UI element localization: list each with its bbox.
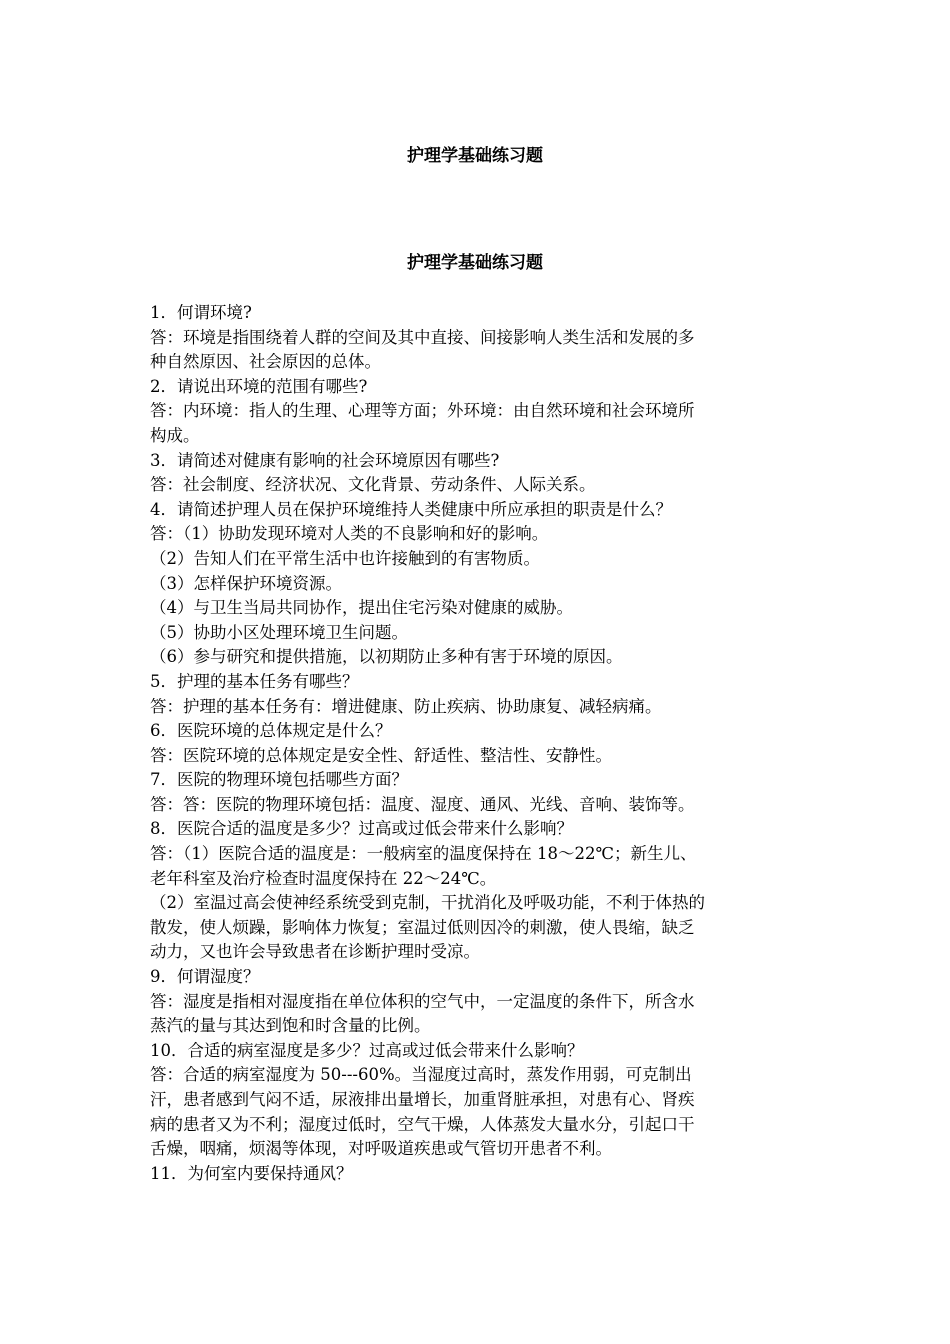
header-title: 护理学基础练习题 <box>407 146 543 166</box>
text-line: 11．为何室内要保持通风？ <box>150 1163 353 1183</box>
document-title: 护理学基础练习题 <box>407 253 543 273</box>
text-line: 10．合适的病室湿度是多少？过高或过低会带来什么影响？ <box>150 1040 584 1060</box>
text-line: 构成。 <box>150 425 200 445</box>
text-line: 7．医院的物理环境包括哪些方面？ <box>150 770 408 790</box>
text-line: 种自然原因、社会原因的总体。 <box>150 352 381 372</box>
text-line: 答：医院环境的总体规定是安全性、舒适性、整洁性、安静性。 <box>150 745 612 765</box>
text-line: （6）参与研究和提供措施，以初期防止多种有害于环境的原因。 <box>150 647 623 667</box>
text-line: 蒸汽的量与其达到饱和时含量的比例。 <box>150 1016 431 1036</box>
text-line: 2．请说出环境的范围有哪些? <box>150 376 368 396</box>
text-line: 老年科室及治疗检查时温度保持在 22～24℃。 <box>150 868 497 888</box>
text-line: 汗，患者感到气闷不适，尿液排出量增长，加重肾脏承担，对患有心、肾疾 <box>150 1090 695 1109</box>
text-line: 动力，又也许会导致患者在诊断护理时受凉。 <box>150 942 480 962</box>
text-line: 答：答：医院的物理环境包括：温度、湿度、通风、光线、音响、装饰等。 <box>150 794 695 814</box>
text-line: 9．何谓湿度？ <box>150 967 260 987</box>
text-line: 5．护理的基本任务有哪些？ <box>150 671 359 691</box>
text-line: 答：（1）医院合适的温度是：一般病室的温度保持在 18～22℃；新生儿、 <box>150 844 697 864</box>
text-line: 散发，使人烦躁，影响体力恢复；室温过低则因冷的刺激，使人畏缩，缺乏 <box>150 917 695 937</box>
text-line: 答：社会制度、经济状况、文化背景、劳动条件、人际关系。 <box>150 475 596 495</box>
text-line: 答：（1）协助发现环境对人类的不良影响和好的影响。 <box>150 524 549 544</box>
text-line: 4．请简述护理人员在保护环境维持人类健康中所应承担的职责是什么？ <box>150 499 672 519</box>
text-line: （3）怎样保护环境资源。 <box>150 573 342 593</box>
text-line: （2）室温过高会使神经系统受到克制，干扰消化及呼吸功能，不利于体热的 <box>150 893 705 913</box>
text-line: （2）告知人们在平常生活中也许接触到的有害物质。 <box>150 548 540 568</box>
text-line: 答：环境是指围绕着人群的空间及其中直接、间接影响人类生活和发展的多 <box>150 327 695 347</box>
document-body <box>150 301 810 1186</box>
text-line: 6．医院环境的总体规定是什么？ <box>150 721 392 741</box>
text-line: 1．何谓环境? <box>150 303 252 322</box>
text-line: 病的患者又为不利；湿度过低时，空气干燥，人体蒸发大量水分，引起口干 <box>150 1114 695 1134</box>
text-line: 答：内环境：指人的生理、心理等方面；外环境：由自然环境和社会环境所 <box>150 401 695 421</box>
text-line: 答：湿度是指相对湿度指在单位体积的空气中，一定温度的条件下，所含水 <box>150 991 695 1011</box>
text-line: 3．请简述对健康有影响的社会环境原因有哪些? <box>150 450 500 470</box>
text-line: （5）协助小区处理环境卫生问题。 <box>150 622 408 642</box>
text-line: 舌燥，咽痛，烦渴等体现，对呼吸道疾患或气管切开患者不利。 <box>150 1139 612 1159</box>
text-line: 答：合适的病室湿度为 50---60%。当湿度过高时，蒸发作用弱，可克制出 <box>150 1065 692 1085</box>
text-line: （4）与卫生当局共同协作，提出住宅污染对健康的威胁。 <box>150 598 573 618</box>
text-line: 8．医院合适的温度是多少？过高或过低会带来什么影响？ <box>150 819 573 839</box>
text-line: 答：护理的基本任务有：增进健康、防止疾病、协助康复、减轻病痛。 <box>150 696 662 716</box>
